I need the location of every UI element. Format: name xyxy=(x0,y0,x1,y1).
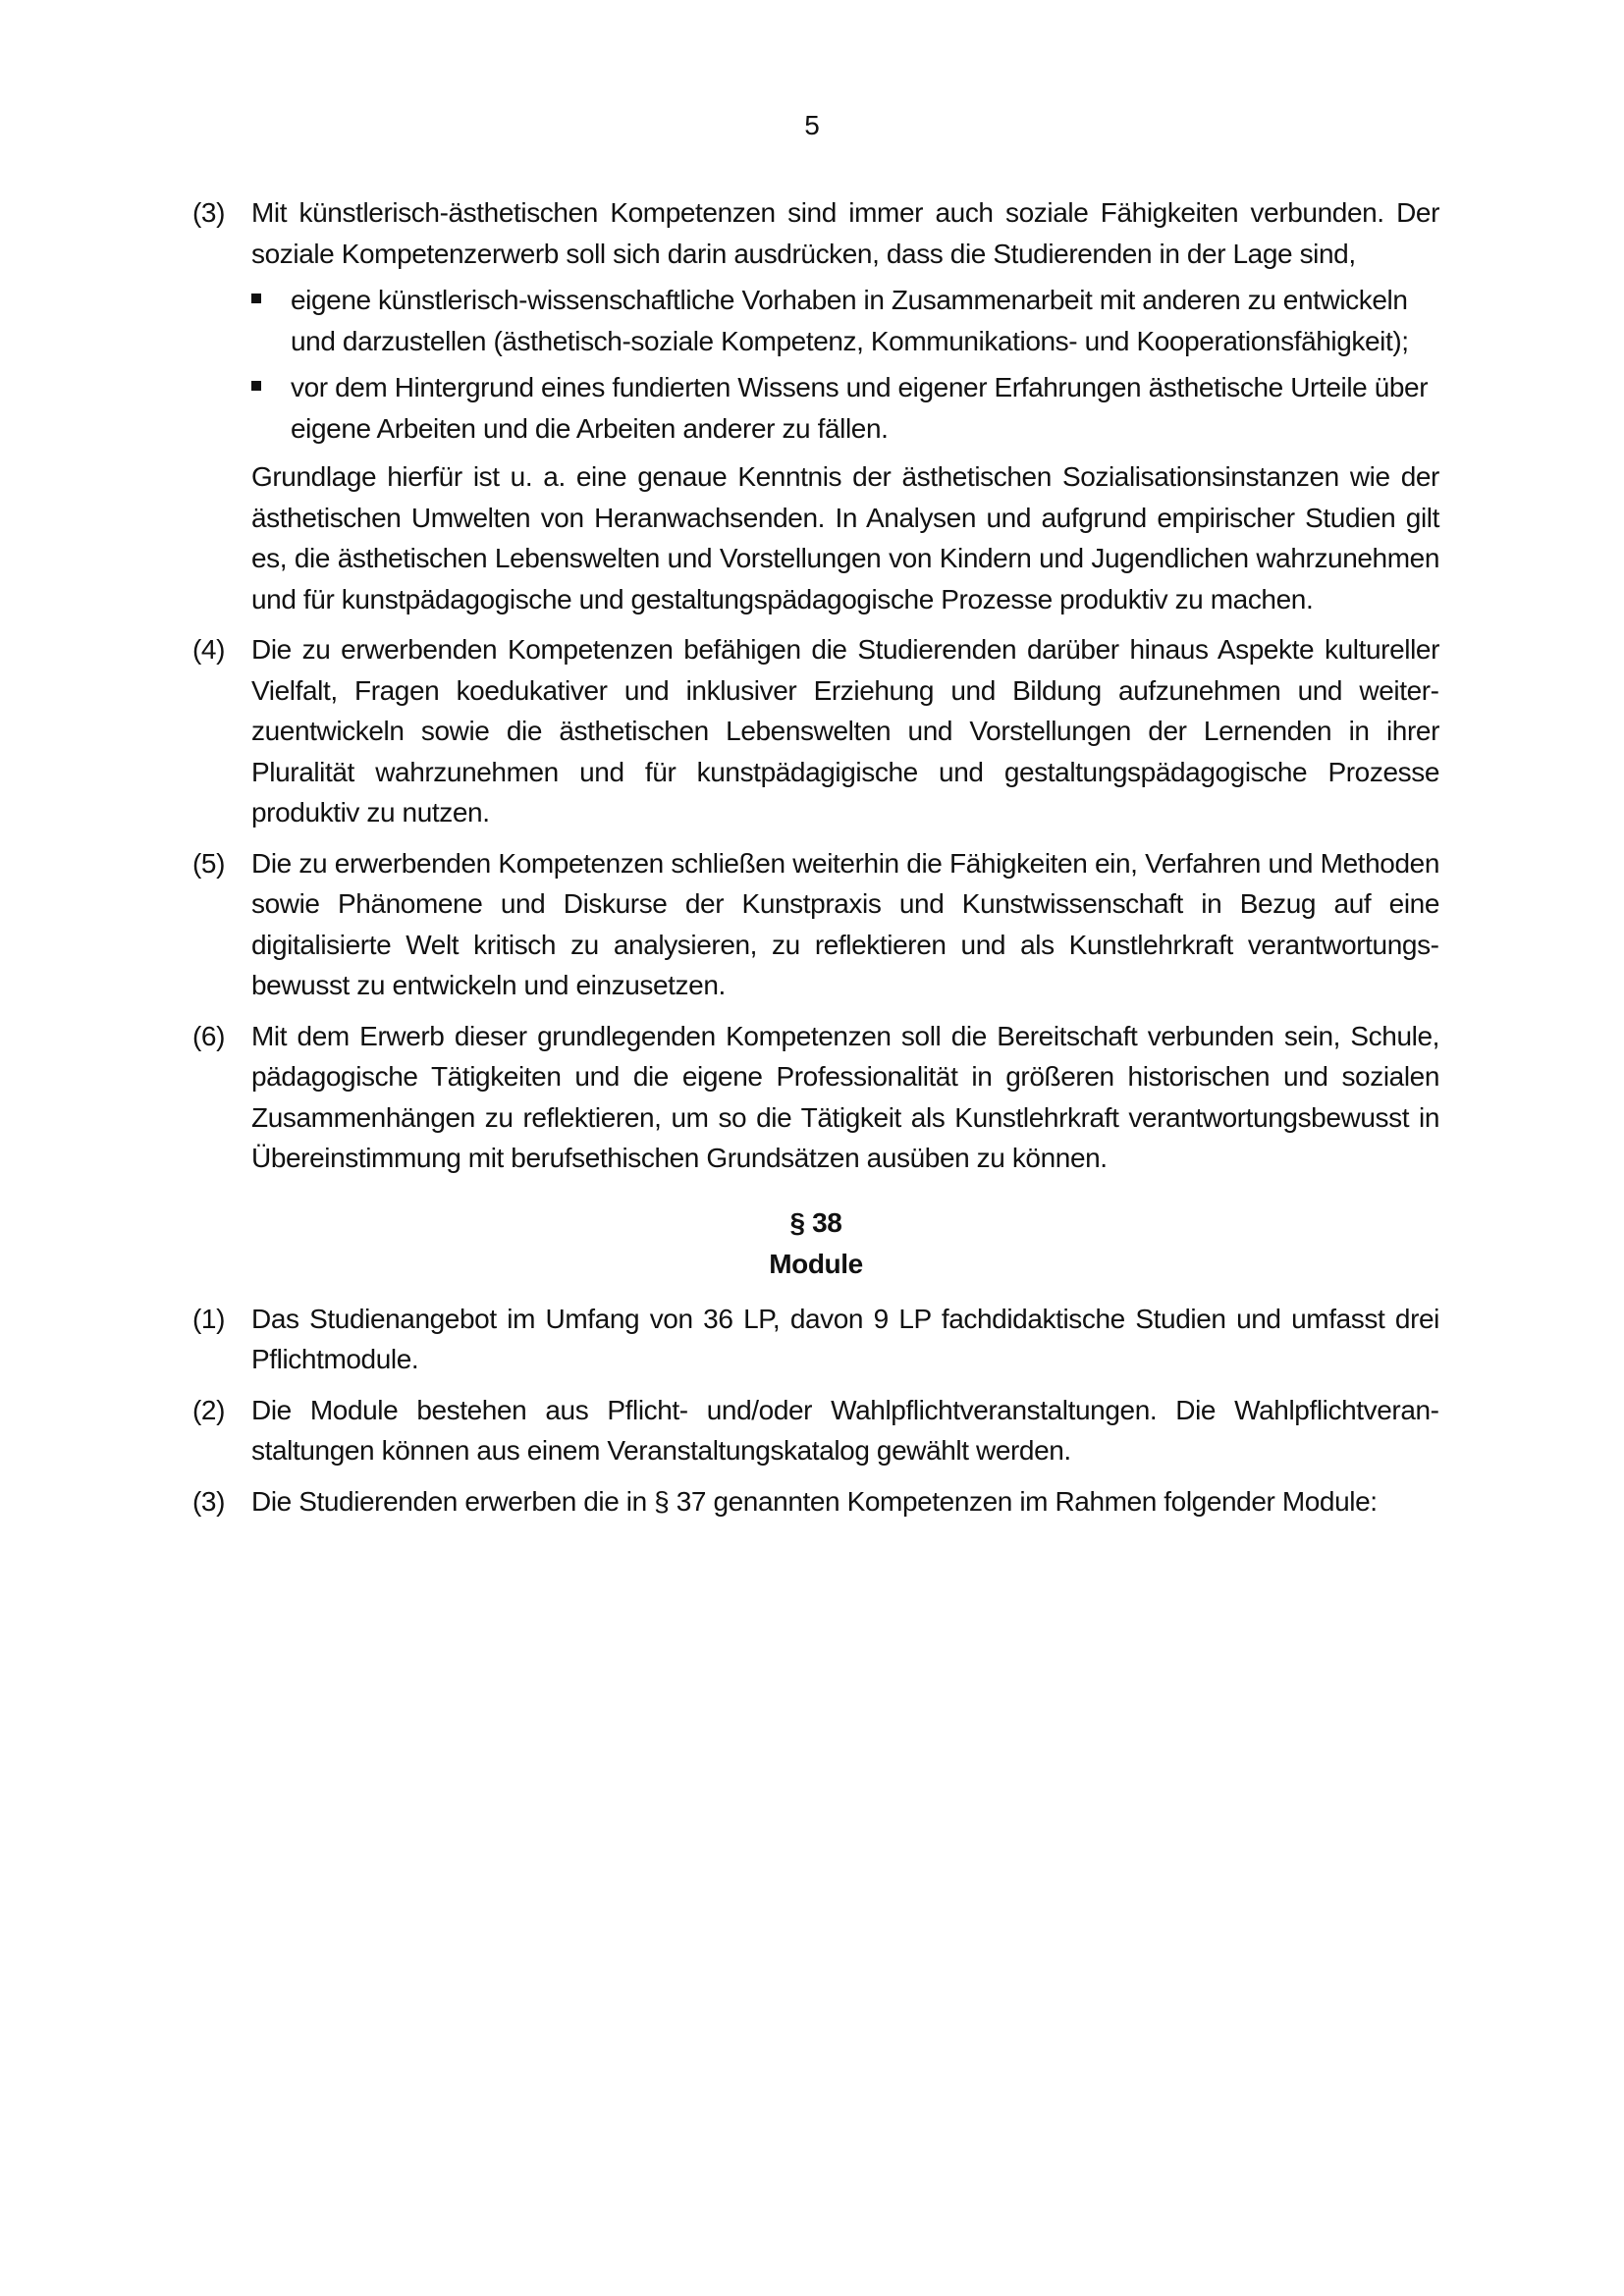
list-item-text: eigene künstlerisch-wissenschaftliche Vorhaben in Zusammenarbeit mit anderen zu entwickeln und darzustellen (ästhetisch-soziale Kompetenz, Kommunikations- und Kooperationsfähigkeit); xyxy=(291,285,1409,356)
section-title: Module xyxy=(769,1248,863,1279)
paragraph-text: Das Studienangebot im Umfang von 36 LP, davon 9 LP fachdidaktische Studien und umfasst drei Pflichtmodule. xyxy=(251,1303,1439,1374)
paragraph-38-1 xyxy=(192,1299,1439,1380)
list-item xyxy=(251,280,1439,361)
paragraph-37-3 xyxy=(192,192,1439,619)
paragraph-text: Die Studierenden erwerben die in § 37 genannten Kompetenzen im Rahmen folgender Module: xyxy=(251,1485,1378,1517)
paragraph-number: (4) xyxy=(192,634,226,665)
bullet-list xyxy=(251,280,1439,449)
paragraph-text: Mit künstlerisch-ästhetischen Kompetenzen sind immer auch soziale Fähigkeiten verbunden. Der soziale Kompetenzerwerb soll sich darin ausdrücken, dass die Studierenden in der Lage sind, xyxy=(251,197,1439,269)
document-body xyxy=(192,192,1439,1531)
paragraph-number: (3) xyxy=(192,197,226,228)
paragraph-text: Die Module bestehen aus Pflicht- und/oder Wahlpflichtveranstaltungen. Die Wahlpflichtveranstaltungen können aus einem Veranstaltungskatalog gewählt werden. xyxy=(251,1394,1439,1466)
list-item-text: vor dem Hintergrund eines fundierten Wissens und eigener Erfahrungen ästhetische Urteile über eigene Arbeiten und die Arbeiten anderer zu fällen. xyxy=(291,372,1429,444)
section-number: § 38 xyxy=(789,1206,842,1238)
square-bullet-icon xyxy=(251,367,291,449)
list-item xyxy=(251,367,1439,449)
paragraph-text: Grundlage hierfür ist u. a. eine genaue Kenntnis der ästhetischen Sozialisationsinstanzen wie der ästhetischen Umwelten von Heranwachsenden. In Analysen und aufgrund empirischer Studien gilt es, die ästhetischen Lebenswelten und Vorstellungen von Kindern und Jugendlichen wahrzunehmen und für kunstpädagogische und gestaltungspädagogische Prozesse produktiv zu machen. xyxy=(251,461,1439,614)
paragraph-number: (1) xyxy=(192,1303,226,1334)
paragraph-text: Die zu erwerbenden Kompetenzen befähigen die Studierenden darüber hinaus Aspekte kultureller Vielfalt, Fragen koedukativer und inklusiver Erziehung und Bildung aufzunehmen und weiterzuentwickeln sowie die ästhetischen Lebenswelten und Vorstellungen der Lernenden in ihrer Pluralität wahrzunehmen und für kunstpädagigische und gestaltungspädagogische Prozesse produktiv zu nutzen. xyxy=(251,634,1439,828)
paragraph-number: (3) xyxy=(192,1485,226,1517)
paragraph-number: (2) xyxy=(192,1394,226,1425)
paragraph-number: (6) xyxy=(192,1020,226,1051)
square-bullet-icon xyxy=(251,280,291,361)
page-number: 5 xyxy=(804,110,820,140)
paragraph-block xyxy=(251,192,1439,619)
section-heading xyxy=(192,1202,1439,1285)
paragraph-37-5 xyxy=(192,843,1439,1006)
paragraph-text: Die zu erwerbenden Kompetenzen schließen weiterhin die Fähigkeiten ein, Verfahren und Methoden sowie Phänomene und Diskurse der Kunstpraxis und Kunstwissenschaft in Bezug auf eine digitalisierte Welt kritisch zu analysieren, zu reflektieren und als Kunstlehrkraft verantwortungsbewusst zu entwickeln und einzusetzen. xyxy=(251,847,1439,1000)
paragraph-38-2 xyxy=(192,1390,1439,1471)
paragraph-37-6 xyxy=(192,1016,1439,1179)
paragraph-text: Mit dem Erwerb dieser grundlegenden Kompetenzen soll die Bereitschaft verbunden sein, Schule, pädagogische Tätigkeiten und die eigene Professionalität in größeren historischen und sozialen Zusammenhängen zu reflektieren, um so die Tätigkeit als Kunstlehrkraft verantwortungsbewusst in Übereinstimmung mit berufsethischen Grundsätzen ausüben zu können. xyxy=(251,1020,1439,1173)
paragraph-37-4 xyxy=(192,629,1439,833)
paragraph-38-3 xyxy=(192,1481,1439,1522)
paragraph-number: (5) xyxy=(192,847,226,879)
